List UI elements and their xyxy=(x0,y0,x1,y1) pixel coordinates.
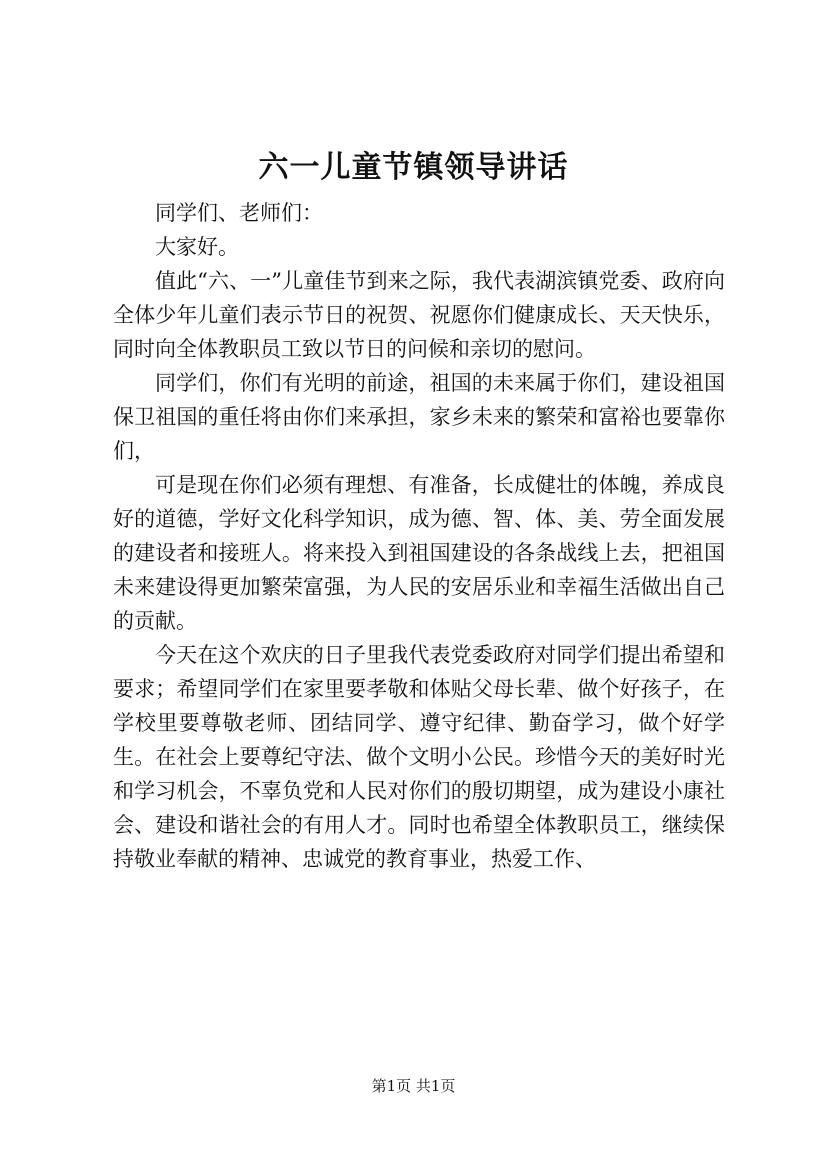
paragraph: 值此“六、一”儿童佳节到来之际，我代表湖滨镇党委、政府向全体少年儿童们表示节日的祝贺、祝愿你们健康成长、天天快乐，同时向全体教职员工致以节日的问候和亲切的慰问。 xyxy=(113,269,725,361)
paragraph: 可是现在你们必须有理想、有准备，长成健壮的体魄，养成良好的道德，学好文化科学知识，成为德、智、体、美、劳全面发展的建设者和接班人。将来投入到祖国建设的各条战线上去，把祖国未来建设得更加繁荣富强，为人民的安居乐业和幸福生活做出自己的贡献。 xyxy=(113,473,725,633)
greeting: 大家好。 xyxy=(155,235,239,259)
salutation: 同学们、老师们： xyxy=(155,201,323,225)
document-body xyxy=(113,196,725,876)
paragraph: 今天在这个欢庆的日子里我代表党委政府对同学们提出希望和要求；希望同学们在家里要孝敬和体贴父母长辈、做个好孩子，在学校里要尊敬老师、团结同学、遵守纪律、勤奋学习，做个好学生。在社会上要尊纪守法、做个文明小公民。珍惜今天的美好时光和学习机会，不辜负党和人民对你们的殷切期望，成为建设小康社会、建设和谐社会的有用人才。同时也希望全体教职员工，继续保持敬业奉献的精神、忠诚党的教育事业，热爱工作、 xyxy=(113,643,725,871)
page-title: 六一儿童节镇领导讲话 xyxy=(258,150,569,185)
page-footer: 第1页 共1页 xyxy=(371,1077,456,1095)
paragraph: 同学们，你们有光明的前途，祖国的未来属于你们，建设祖国保卫祖国的重任将由你们来承担，家乡未来的繁荣和富裕也要靠你们， xyxy=(113,371,725,463)
